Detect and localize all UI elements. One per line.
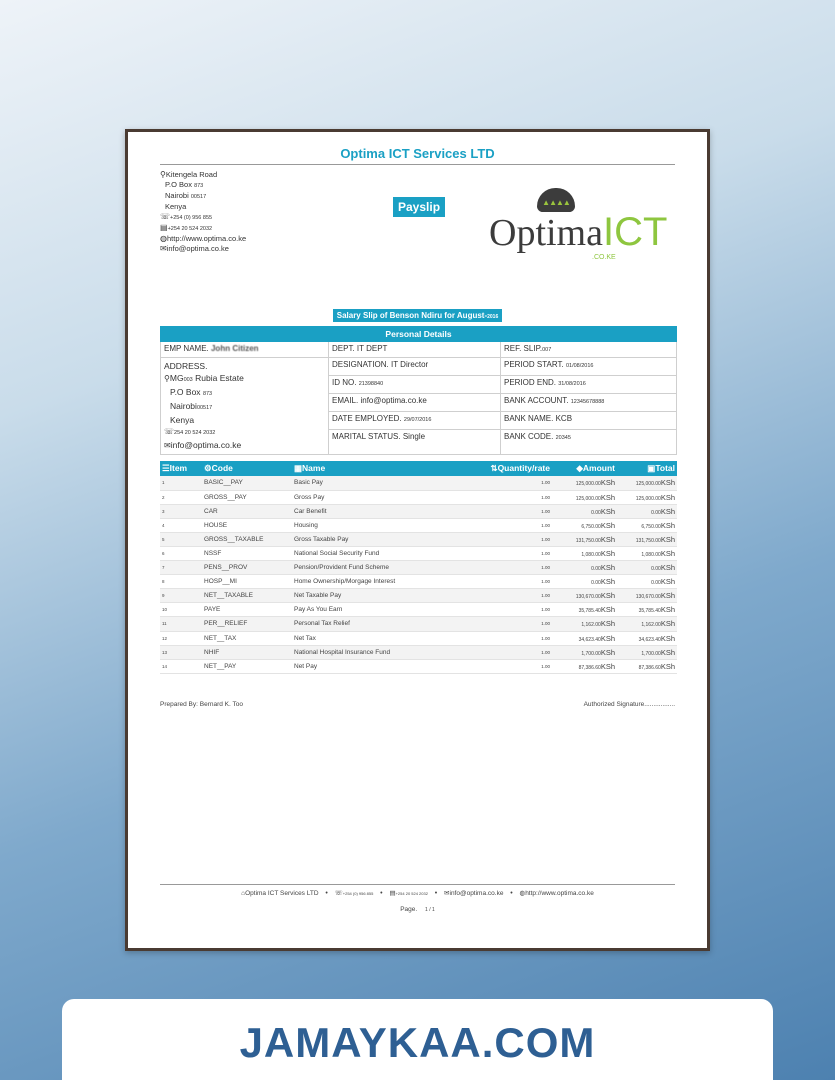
table-row bbox=[160, 490, 677, 504]
cell-total bbox=[617, 518, 677, 532]
currency-label: KSh bbox=[660, 647, 675, 657]
amount-value: 1,162.00 bbox=[581, 622, 601, 629]
bank-account-value: 12345678888 bbox=[570, 399, 605, 406]
cell-name: Net Tax bbox=[292, 631, 482, 645]
cell-item: 2 bbox=[160, 490, 202, 504]
id-label: ID NO. bbox=[332, 378, 357, 388]
ref-slip-label: REF. SLIP. bbox=[504, 344, 543, 353]
amount-value: 125,000.00 bbox=[575, 481, 601, 488]
currency-label: KSh bbox=[660, 506, 675, 516]
currency-label: KSh bbox=[660, 661, 675, 671]
table-row bbox=[160, 476, 677, 490]
cell-total bbox=[617, 589, 677, 603]
table-row bbox=[160, 518, 677, 532]
pay-items-table bbox=[160, 461, 677, 674]
cell-quantity: 1.00 bbox=[482, 476, 552, 490]
currency-label: KSh bbox=[600, 647, 615, 657]
amount-value: 131,750.00 bbox=[575, 537, 601, 544]
cell-code: NSSF bbox=[202, 546, 292, 560]
prepared-by: Prepared By: Bernard K. Too bbox=[160, 700, 243, 708]
cell-quantity: 1.00 bbox=[482, 532, 552, 546]
total-value: 125,000.00 bbox=[635, 495, 661, 502]
cell-code: NET__TAX bbox=[202, 631, 292, 645]
company-title: Optima ICT Services LTD bbox=[160, 146, 675, 165]
currency-label: KSh bbox=[600, 563, 615, 573]
cell-amount bbox=[552, 476, 617, 490]
cell-total bbox=[617, 645, 677, 659]
authorized-signature: Authorized Signature................. bbox=[583, 700, 675, 708]
footer-phone: +254 (0) 956 855 bbox=[342, 891, 374, 896]
cell-item: 13 bbox=[160, 645, 202, 659]
employee-address-line: Kenya bbox=[170, 415, 195, 425]
cell-amount bbox=[552, 546, 617, 560]
cell-total bbox=[617, 617, 677, 631]
cell-code: PER__RELIEF bbox=[202, 617, 292, 631]
company-website[interactable]: http://www.optima.co.ke bbox=[166, 234, 247, 243]
personal-details-table bbox=[160, 326, 677, 455]
grid-icon: ▦ bbox=[294, 463, 303, 473]
total-value: 130,670.00 bbox=[635, 594, 661, 601]
cell-item: 8 bbox=[160, 575, 202, 589]
footer-company: Optima ICT Services LTD bbox=[245, 890, 319, 897]
employee-postal-code: 00517 bbox=[196, 405, 213, 411]
period-end-value: 31/08/2016 bbox=[558, 381, 586, 388]
column-item-label: Item bbox=[169, 463, 188, 473]
footer-phone-2: +254 20 524 2032 bbox=[395, 891, 428, 896]
currency-label: KSh bbox=[660, 520, 675, 530]
cell-total bbox=[617, 546, 677, 560]
cell-quantity: 1.00 bbox=[482, 617, 552, 631]
sort-icon: ⇅ bbox=[490, 463, 498, 473]
address-line: Kenya bbox=[165, 202, 187, 211]
company-phone: +254 (0) 956 855 bbox=[170, 215, 213, 221]
cell-name: Housing bbox=[292, 518, 482, 532]
globe-icon: ◍ bbox=[160, 234, 167, 243]
cell-item: 5 bbox=[160, 532, 202, 546]
total-value: 125,000.00 bbox=[635, 481, 661, 488]
employee-phone: 254 20 524 2032 bbox=[174, 430, 216, 436]
money-icon: ▣ bbox=[647, 463, 656, 473]
employee-address bbox=[164, 360, 325, 452]
phone-icon: ☏ bbox=[334, 890, 343, 897]
table-row bbox=[160, 575, 677, 589]
cell-name: Personal Tax Relief bbox=[292, 617, 482, 631]
cell-item: 1 bbox=[160, 476, 202, 490]
location-pin-icon: ⚲ bbox=[160, 170, 166, 179]
document-footer: ⌂Optima ICT Services LTD • ☏+254 (0) 956 855 • ▤+254 20 524 2032 • ✉info@optima.co.ke • ◍http://www.optima.co.ke bbox=[160, 884, 675, 897]
employee-address-line: Rubia Estate bbox=[195, 373, 244, 383]
currency-label: KSh bbox=[600, 549, 615, 559]
watermark-banner bbox=[62, 999, 773, 1080]
total-value: 131,750.00 bbox=[635, 537, 661, 544]
cell-quantity: 1.00 bbox=[482, 504, 552, 518]
cell-code: CAR bbox=[202, 504, 292, 518]
globe-icon: ◍ bbox=[519, 890, 526, 897]
email-label: EMAIL. bbox=[332, 396, 359, 406]
currency-label: KSh bbox=[600, 633, 615, 643]
currency-label: KSh bbox=[600, 605, 615, 615]
gear-icon: ⚙ bbox=[204, 463, 212, 473]
cell-amount bbox=[552, 589, 617, 603]
cell-amount bbox=[552, 603, 617, 617]
cell-quantity: 1.00 bbox=[482, 490, 552, 504]
cell-code: PAYE bbox=[202, 603, 292, 617]
amount-value: 87,386.60 bbox=[578, 664, 601, 671]
table-row bbox=[160, 532, 677, 546]
cell-item: 10 bbox=[160, 603, 202, 617]
currency-label: KSh bbox=[660, 549, 675, 559]
cell-code: HOSP__MI bbox=[202, 575, 292, 589]
cell-total bbox=[617, 561, 677, 575]
cell-amount bbox=[552, 575, 617, 589]
bank-building-icon: ⌂ bbox=[241, 890, 246, 897]
amount-value: 130,670.00 bbox=[575, 594, 601, 601]
cell-name: Pension/Provident Fund Scheme bbox=[292, 561, 482, 575]
period-start-label: PERIOD START. bbox=[504, 360, 564, 369]
address-line: Nairobi bbox=[165, 191, 189, 200]
cell-item: 4 bbox=[160, 518, 202, 532]
period-end-label: PERIOD END. bbox=[504, 378, 557, 388]
currency-label: KSh bbox=[600, 577, 615, 587]
cell-code: NHIF bbox=[202, 645, 292, 659]
table-row bbox=[160, 546, 677, 560]
cell-code: NET__PAY bbox=[202, 659, 292, 673]
employee-address-line: MG bbox=[169, 373, 184, 383]
amount-value: 0.00 bbox=[591, 566, 601, 573]
location-pin-icon: ⚲ bbox=[164, 374, 170, 383]
cell-code: BASIC__PAY bbox=[202, 476, 292, 490]
employee-address-line: Nairobi bbox=[170, 401, 197, 411]
optima-ict-logo bbox=[489, 188, 677, 268]
cell-quantity: 1.00 bbox=[482, 575, 552, 589]
table-row bbox=[160, 603, 677, 617]
table-row bbox=[160, 645, 677, 659]
cell-code: NET__TAXABLE bbox=[202, 589, 292, 603]
cell-quantity: 1.00 bbox=[482, 561, 552, 575]
table-row bbox=[160, 589, 677, 603]
cell-name: Basic Pay bbox=[292, 476, 482, 490]
currency-label: KSh bbox=[660, 478, 675, 488]
currency-label: KSh bbox=[660, 534, 675, 544]
column-name-label: Name bbox=[302, 463, 326, 473]
bank-name-label: BANK NAME. bbox=[504, 414, 554, 424]
currency-label: KSh bbox=[600, 661, 615, 671]
emp-name-value: John Citizen bbox=[210, 344, 259, 353]
cell-code: PENS__PROV bbox=[202, 561, 292, 575]
email-value: info@optima.co.ke bbox=[360, 396, 427, 406]
bank-account-label: BANK ACCOUNT. bbox=[504, 396, 569, 406]
column-code-label: Code bbox=[211, 463, 233, 473]
table-row bbox=[160, 561, 677, 575]
cell-quantity: 1.00 bbox=[482, 518, 552, 532]
payslip-document bbox=[125, 129, 710, 951]
employee-address-line: P.O Box bbox=[170, 387, 201, 397]
cell-quantity: 1.00 bbox=[482, 589, 552, 603]
signature-row bbox=[160, 701, 675, 715]
personal-details-header: Personal Details bbox=[161, 327, 677, 342]
currency-label: KSh bbox=[660, 633, 675, 643]
date-employed-value: 29/07/2016 bbox=[403, 417, 432, 424]
cell-amount bbox=[552, 659, 617, 673]
table-row bbox=[160, 631, 677, 645]
payslip-badge: Payslip bbox=[393, 197, 445, 217]
logo-main-text: Optima bbox=[489, 212, 603, 254]
page-label: Page. bbox=[400, 906, 418, 913]
amount-value: 125,000.00 bbox=[575, 495, 601, 502]
column-code bbox=[202, 461, 292, 476]
cell-name: National Hospital Insurance Fund bbox=[292, 645, 482, 659]
cell-item: 12 bbox=[160, 631, 202, 645]
envelope-icon: ✉ bbox=[444, 890, 450, 897]
logo-ict-text: ICT bbox=[602, 210, 668, 254]
amount-value: 1,080.00 bbox=[581, 552, 601, 559]
cell-total bbox=[617, 575, 677, 589]
address-line: P.O Box bbox=[165, 180, 192, 189]
cell-item: 3 bbox=[160, 504, 202, 518]
total-value: 1,162.00 bbox=[641, 622, 661, 629]
page-indicator bbox=[128, 906, 707, 913]
cell-quantity: 1.00 bbox=[482, 659, 552, 673]
total-value: 35,785.40 bbox=[638, 608, 661, 615]
column-total bbox=[617, 461, 677, 476]
cell-quantity: 1.00 bbox=[482, 645, 552, 659]
id-value: 21398840 bbox=[358, 381, 384, 388]
tag-icon: ◆ bbox=[576, 463, 583, 473]
envelope-icon: ✉ bbox=[164, 441, 171, 450]
column-amount bbox=[552, 461, 617, 476]
table-row bbox=[160, 504, 677, 518]
cell-total bbox=[617, 476, 677, 490]
banner-text: JAMAYKAA.COM bbox=[239, 1019, 596, 1066]
amount-value: 0.00 bbox=[591, 580, 601, 587]
currency-label: KSh bbox=[660, 619, 675, 629]
cell-quantity: 1.00 bbox=[482, 603, 552, 617]
emp-name-label: EMP NAME. bbox=[164, 344, 209, 353]
cell-name: Gross Pay bbox=[292, 490, 482, 504]
address-label: ADDRESS. bbox=[164, 361, 208, 371]
column-total-label: Total bbox=[655, 463, 675, 473]
cell-name: Pay As You Earn bbox=[292, 603, 482, 617]
total-value: 0.00 bbox=[651, 566, 661, 573]
cell-item: 11 bbox=[160, 617, 202, 631]
bank-code-value: 20345 bbox=[555, 435, 571, 442]
dept-label: DEPT. bbox=[332, 344, 355, 353]
currency-label: KSh bbox=[660, 577, 675, 587]
total-value: 87,386.60 bbox=[638, 664, 661, 671]
amount-value: 0.00 bbox=[591, 509, 601, 516]
cell-total bbox=[617, 659, 677, 673]
cell-name: Car Benefit bbox=[292, 504, 482, 518]
bank-code-label: BANK CODE. bbox=[504, 432, 554, 442]
employee-email[interactable]: info@optima.co.ke bbox=[170, 440, 242, 450]
column-quantity-rate-label: Quantity/rate bbox=[497, 463, 550, 473]
cell-name: Home Ownership/Morgage Interest bbox=[292, 575, 482, 589]
currency-label: KSh bbox=[600, 534, 615, 544]
phone-icon: ☏ bbox=[164, 427, 175, 436]
cell-name: Gross Taxable Pay bbox=[292, 532, 482, 546]
amount-value: 35,785.40 bbox=[578, 608, 601, 615]
amount-value: 6,750.00 bbox=[581, 523, 601, 530]
pay-items-header bbox=[160, 461, 677, 476]
column-amount-label: Amount bbox=[582, 463, 615, 473]
column-name bbox=[292, 461, 482, 476]
currency-label: KSh bbox=[600, 492, 615, 502]
amount-value: 1,700.00 bbox=[581, 650, 601, 657]
fax-icon: ▤ bbox=[160, 223, 168, 232]
total-value: 0.00 bbox=[651, 509, 661, 516]
document-header bbox=[160, 170, 675, 305]
currency-label: KSh bbox=[660, 605, 675, 615]
cell-amount bbox=[552, 617, 617, 631]
designation-value: IT Director bbox=[390, 360, 429, 369]
cell-item: 6 bbox=[160, 546, 202, 560]
total-value: 0.00 bbox=[651, 580, 661, 587]
cell-amount bbox=[552, 561, 617, 575]
cell-code: HOUSE bbox=[202, 518, 292, 532]
currency-label: KSh bbox=[660, 492, 675, 502]
slip-title-text: Salary Slip of Benson Ndiru for August- bbox=[336, 311, 488, 320]
cell-name: National Social Security Fund bbox=[292, 546, 482, 560]
company-phone-2: +254 20 524 2032 bbox=[167, 226, 213, 232]
footer-email[interactable]: info@optima.co.ke bbox=[449, 890, 504, 897]
designation-label: DESIGNATION. bbox=[332, 360, 389, 369]
cell-name: Net Pay bbox=[292, 659, 482, 673]
total-value: 1,080.00 bbox=[641, 552, 661, 559]
period-start-value: 01/08/2016 bbox=[565, 363, 594, 369]
total-value: 34,623.40 bbox=[638, 636, 661, 643]
phone-icon: ☏ bbox=[160, 212, 171, 221]
mountain-logo-icon: ▲▲▲▲ bbox=[537, 188, 575, 212]
employee-po-number: 873 bbox=[202, 391, 213, 397]
po-box-number: 873 bbox=[194, 183, 204, 189]
cell-item: 9 bbox=[160, 589, 202, 603]
salary-slip-title bbox=[333, 309, 503, 322]
cell-amount bbox=[552, 504, 617, 518]
cell-quantity: 1.00 bbox=[482, 631, 552, 645]
page-number: 1 / 1 bbox=[425, 907, 435, 913]
currency-label: KSh bbox=[600, 591, 615, 601]
cell-total bbox=[617, 532, 677, 546]
cell-code: GROSS__TAXABLE bbox=[202, 532, 292, 546]
total-value: 1,700.00 bbox=[641, 650, 661, 657]
marital-status-label: MARITAL STATUS. bbox=[332, 432, 401, 442]
currency-label: KSh bbox=[660, 591, 675, 601]
cell-code: GROSS__PAY bbox=[202, 490, 292, 504]
address-line: Kitengela Road bbox=[165, 170, 218, 179]
currency-label: KSh bbox=[660, 563, 675, 573]
cell-amount bbox=[552, 532, 617, 546]
table-row bbox=[160, 659, 677, 673]
table-row bbox=[160, 617, 677, 631]
cell-total bbox=[617, 603, 677, 617]
total-value: 6,750.00 bbox=[641, 523, 661, 530]
mg-number: 003 bbox=[183, 377, 193, 383]
currency-label: KSh bbox=[600, 506, 615, 516]
cell-total bbox=[617, 631, 677, 645]
slip-title-year: 2016 bbox=[487, 314, 499, 320]
cell-total bbox=[617, 490, 677, 504]
cell-item: 7 bbox=[160, 561, 202, 575]
currency-label: KSh bbox=[600, 478, 615, 488]
currency-label: KSh bbox=[600, 520, 615, 530]
bank-name-value: KCB bbox=[555, 414, 573, 424]
cell-amount bbox=[552, 631, 617, 645]
date-employed-label: DATE EMPLOYED. bbox=[332, 414, 402, 424]
list-icon: ☰ bbox=[162, 463, 170, 473]
company-email[interactable]: info@optima.co.ke bbox=[166, 244, 229, 253]
marital-status-value: Single bbox=[402, 432, 426, 442]
dept-value: IT DEPT bbox=[356, 344, 388, 353]
cell-item: 14 bbox=[160, 659, 202, 673]
cell-amount bbox=[552, 490, 617, 504]
currency-label: KSh bbox=[600, 619, 615, 629]
cell-amount bbox=[552, 518, 617, 532]
logo-domain-text: .CO.KE bbox=[592, 254, 616, 261]
cell-total bbox=[617, 504, 677, 518]
envelope-icon: ✉ bbox=[160, 244, 167, 253]
amount-value: 34,623.40 bbox=[578, 636, 601, 643]
footer-website[interactable]: http://www.optima.co.ke bbox=[525, 890, 594, 897]
fax-icon: ▤ bbox=[389, 890, 396, 897]
cell-name: Net Taxable Pay bbox=[292, 589, 482, 603]
column-item bbox=[160, 461, 202, 476]
cell-quantity: 1.00 bbox=[482, 546, 552, 560]
cell-amount bbox=[552, 645, 617, 659]
postal-code: 00517 bbox=[190, 194, 207, 200]
column-quantity-rate bbox=[482, 461, 552, 476]
ref-slip-value: 007 bbox=[542, 347, 552, 353]
